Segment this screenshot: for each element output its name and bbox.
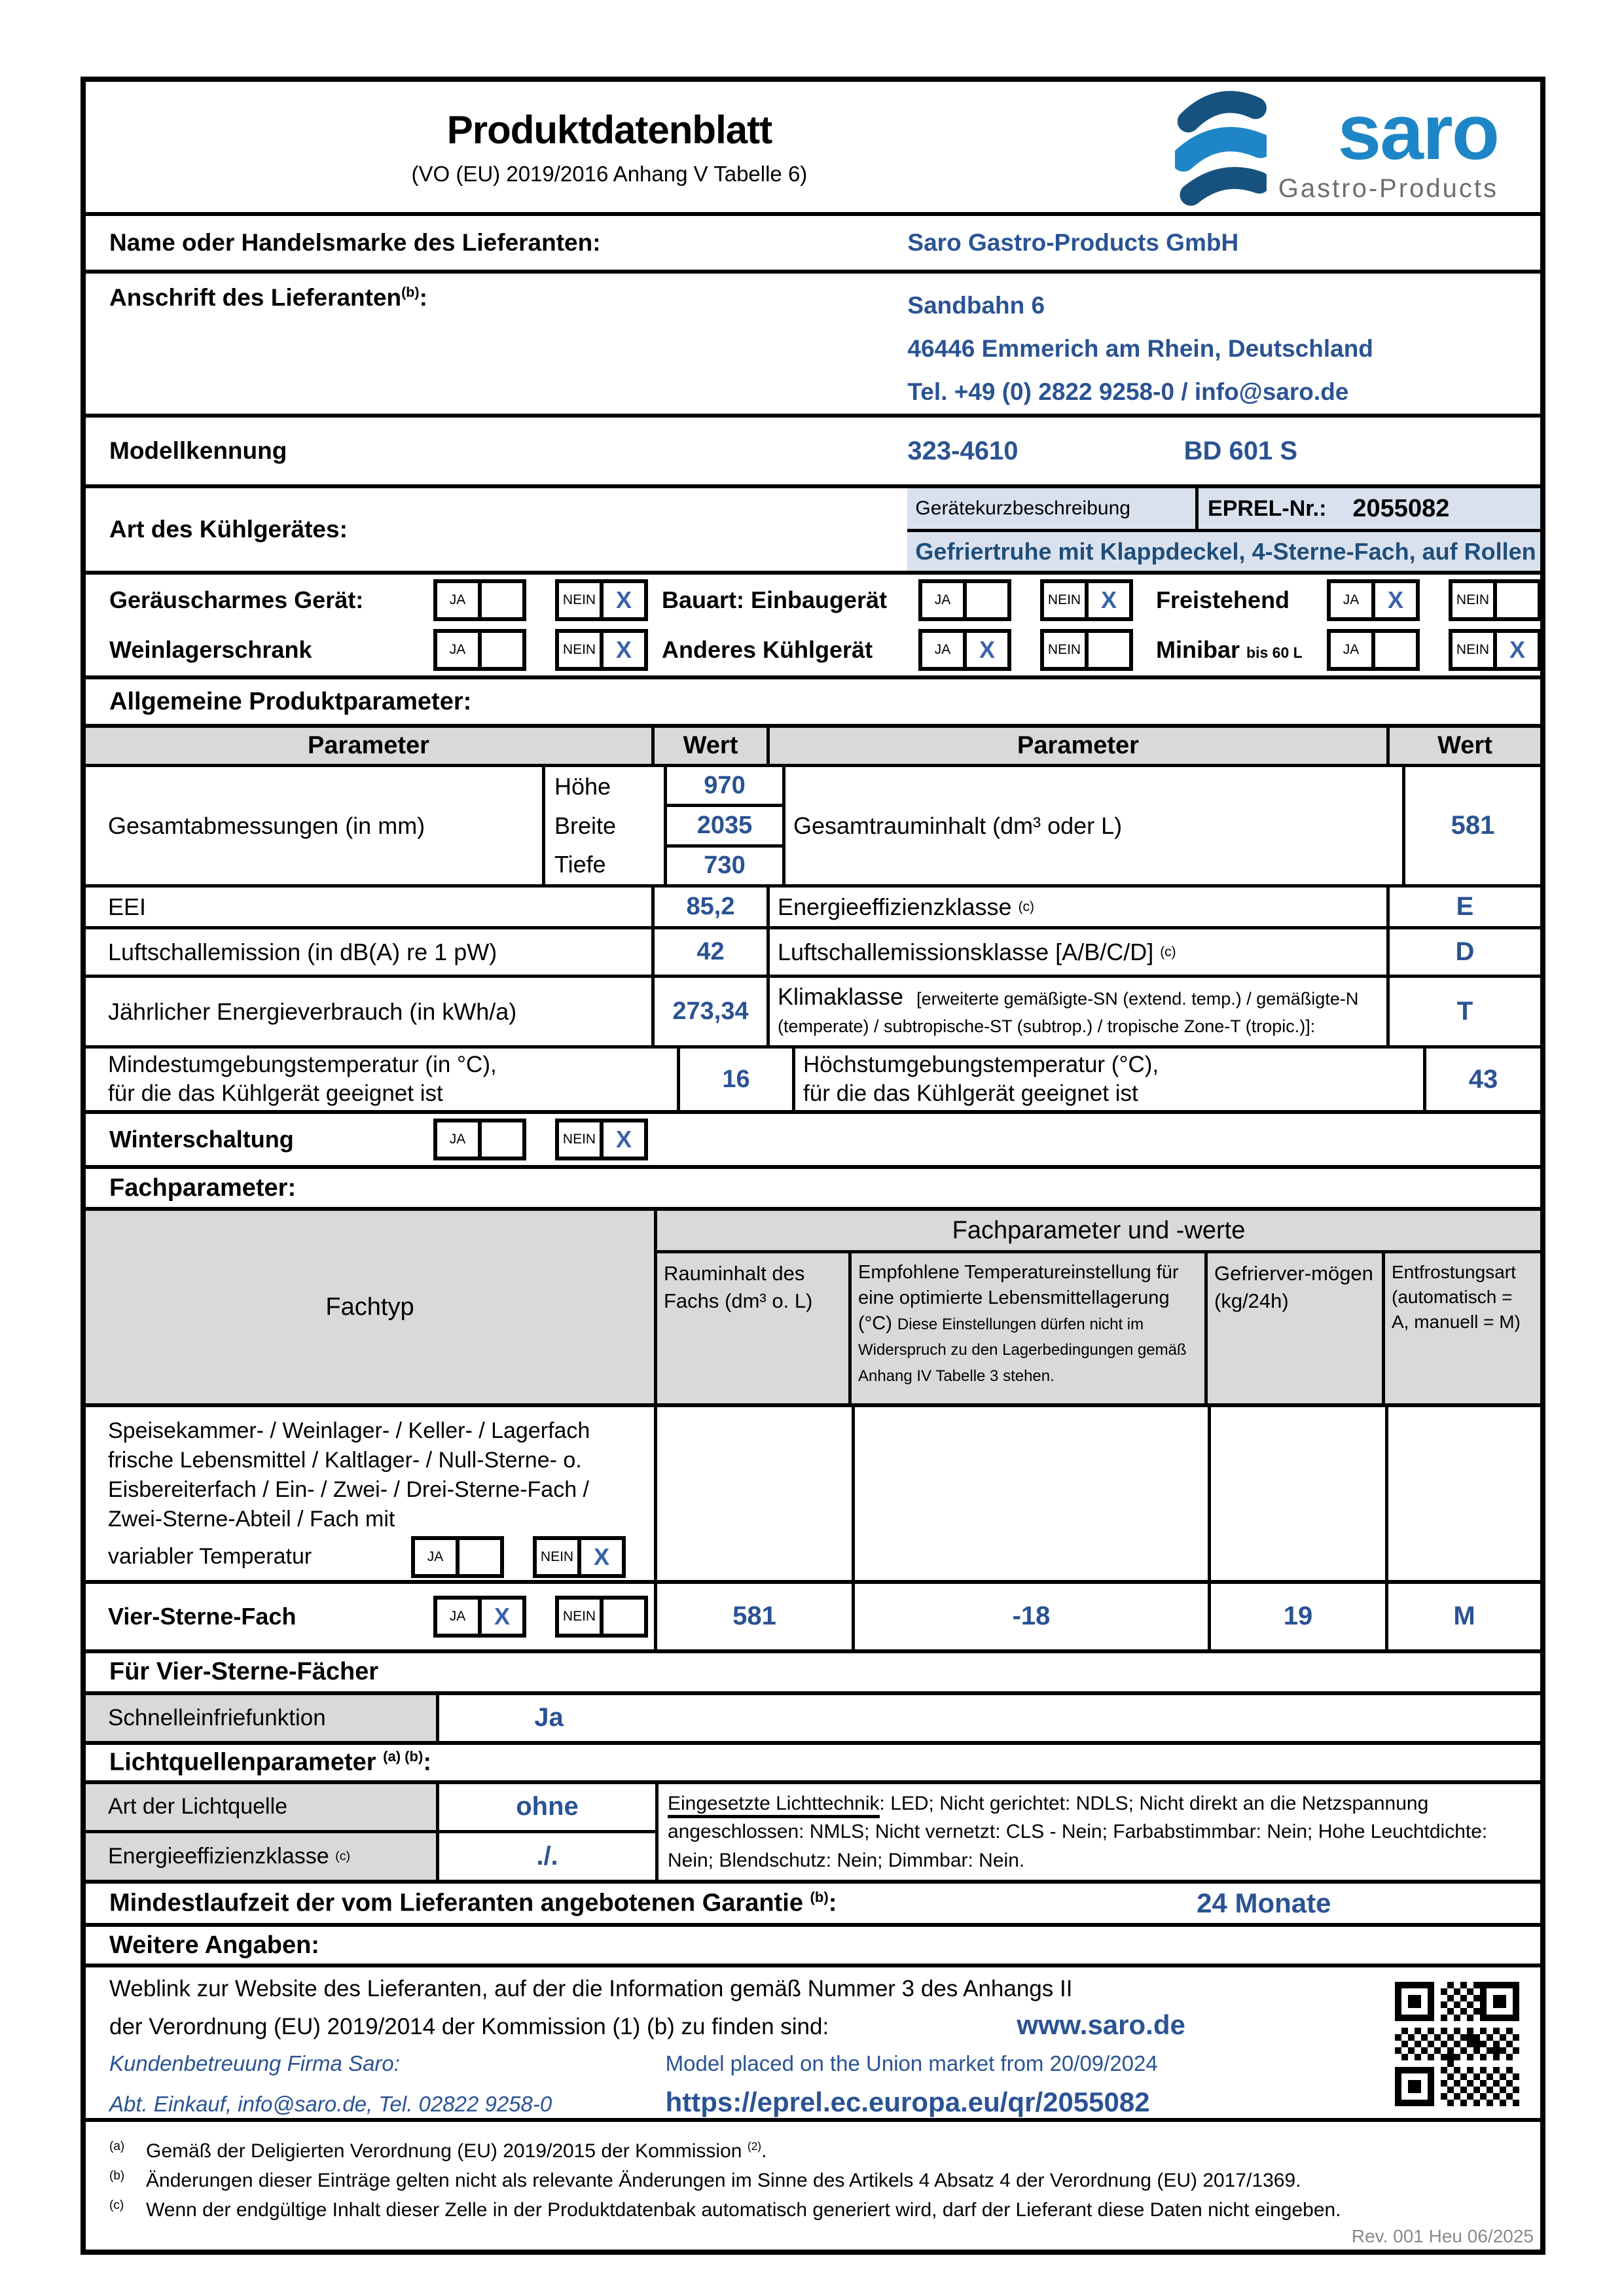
- quiet-device-label: Geräuscharmes Gerät:: [109, 586, 364, 613]
- device-type-label: Art des Kühlgerätes:: [109, 516, 348, 543]
- noise-label: Luftschallemission (in dB(A) re 1 pW): [86, 929, 655, 975]
- warranty-row: [86, 1884, 1540, 1927]
- eei-value: 85,2: [655, 888, 770, 926]
- dim-breite-value: 2035: [667, 807, 782, 847]
- checkbox-ja[interactable]: JA X: [918, 629, 1011, 671]
- four-star-freeze-capacity: 19: [1211, 1584, 1388, 1649]
- minibar-label: Minibar bis 60 L: [1156, 636, 1303, 663]
- variable-temp-line: variabler Temperatur JA NEIN X: [86, 1534, 654, 1580]
- fachtyp-header: Fachtyp: [86, 1211, 657, 1403]
- document-header: [86, 82, 1540, 216]
- checkbox-nein[interactable]: NEIN X: [1449, 629, 1542, 671]
- eprel-label: EPREL-Nr.:: [1208, 495, 1327, 521]
- col-temp-note: Diese Einstellungen dürfen nicht im Widerspruch zu den Lagerbedingungen gemäß Anhang IV Tabelle 3 stehen.: [858, 1316, 1187, 1385]
- wine-storage-label: Weinlagerschrank: [109, 636, 312, 663]
- dim-breite-label: Breite: [554, 812, 617, 839]
- supplier-name-label: Name oder Handelsmarke des Lieferanten:: [109, 229, 601, 256]
- model-row: [86, 418, 1540, 488]
- ambient-temp-row: [86, 1049, 1540, 1110]
- four-star-title-row: [86, 1653, 1540, 1695]
- minibar-small-label: bis 60 L: [1246, 644, 1303, 661]
- warranty-value: 24 Monate: [1197, 1888, 1331, 1918]
- device-type-top: [907, 488, 1540, 532]
- col-header-parameter-2: Parameter: [770, 728, 1390, 764]
- climate-class-value: T: [1456, 997, 1473, 1026]
- checkbox-nein[interactable]: NEIN: [1040, 629, 1133, 671]
- compartments-table-header: [86, 1211, 1540, 1407]
- checkbox-ja[interactable]: JA X: [433, 1596, 526, 1638]
- col-volume-header: Rauminhalt des Fachs (dm³ o. L): [657, 1253, 852, 1403]
- freestanding-checkboxes: [1327, 579, 1542, 621]
- checkbox-nein[interactable]: NEIN X: [533, 1536, 626, 1578]
- address-line: 46446 Emmerich am Rhein, Deutschland: [907, 335, 1373, 362]
- eprel-url-link[interactable]: https://eprel.ec.europa.eu/qr/2055082: [665, 2086, 1150, 2117]
- short-description-label: Gerätekurzbeschreibung: [907, 488, 1199, 529]
- checkbox-ja[interactable]: JA: [433, 579, 526, 621]
- general-params-table: [86, 728, 1540, 1114]
- weblink-line2: der Verordnung (EU) 2019/2014 der Kommission (1) (b) zu finden sind:: [109, 2013, 829, 2039]
- eei-label: EEI: [86, 888, 655, 926]
- support-line-2: Abt. Einkauf, info@saro.de, Tel. 02822 9258-0: [109, 2091, 552, 2116]
- saro-logo-text: [1278, 88, 1499, 203]
- col-header-wert-2: Wert: [1437, 732, 1492, 759]
- address-line: Tel. +49 (0) 2822 9258-0 / info@saro.de: [907, 378, 1349, 405]
- more-info-title-row: [86, 1927, 1540, 1967]
- supplier-address-row: [86, 274, 1540, 418]
- support-row-1: [109, 2051, 1373, 2076]
- four-star-label: Vier-Sterne-Fach: [108, 1602, 297, 1630]
- noise-class-label: Luftschallemissionsklasse [A/B/C/D] (c): [770, 929, 1390, 975]
- fach-subheaders: [657, 1253, 1540, 1403]
- max-temp-value: 43: [1468, 1064, 1498, 1094]
- footnote-b-marker: (b): [109, 2168, 125, 2183]
- supplier-name-row: [86, 216, 1540, 274]
- four-star-checkboxes: [433, 1596, 648, 1638]
- checkbox-ja[interactable]: JA: [411, 1536, 504, 1578]
- document-frame: [81, 77, 1545, 2255]
- saro-logo: [1133, 85, 1540, 209]
- device-type-box: [907, 488, 1540, 571]
- footnotes-section: [86, 2122, 1540, 2250]
- quick-freeze-label: Schnelleinfriefunktion: [86, 1695, 439, 1741]
- checkbox-ja[interactable]: JA: [433, 1119, 526, 1160]
- checkbox-ja[interactable]: JA: [918, 579, 1011, 621]
- brand-name: saro: [1337, 88, 1499, 176]
- weblink-line1: Weblink zur Website des Lieferanten, auf der die Information gemäß Nummer 3 des Anhangs II: [109, 1976, 1073, 2001]
- qr-code: [1373, 1967, 1540, 2118]
- light-class-row: [86, 1833, 659, 1880]
- other-compartments-checkboxes: [411, 1536, 626, 1578]
- light-class-label: Energieeffizienzklasse (c): [86, 1833, 439, 1880]
- title-block: [86, 107, 1133, 187]
- checkbox-nein[interactable]: NEIN: [1449, 579, 1542, 621]
- footnote-c-marker: (c): [109, 2198, 124, 2212]
- minibar-checkboxes: [1327, 629, 1542, 671]
- weblink-line2-row: [109, 2009, 1373, 2041]
- energy-row: [86, 978, 1540, 1049]
- eei-row: [86, 888, 1540, 929]
- light-tech-text: Eingesetzte Lichttechnik: LED; Nicht gerichtet: NDLS; Nicht direkt an die Netzspannung angeschlossen: NMLS; Nicht vernetzt: CLS - Nein; Farbabstimmbar: Nein; Hohe Leuchtdichte: Nein; Blendschutz: Nein; Dimmbar: Nein.: [668, 1792, 1488, 1871]
- revision-stamp: Rev. 001 Heu 06/2025: [1351, 2226, 1534, 2246]
- compartments-title-row: [86, 1169, 1540, 1211]
- table-header-row: [86, 728, 1540, 767]
- light-title-row: [86, 1745, 1540, 1784]
- empty-cell: [855, 1407, 1211, 1580]
- footnote-ref-ab: (a) (b): [383, 1748, 424, 1765]
- other-device-checkboxes: [918, 629, 1133, 671]
- footnote-c: (c) Wenn der endgültige Inhalt dieser Zelle in der Produktdatenbak automatisch generiert wird, darf der Lieferant diese Daten nicht eingeben.: [109, 2195, 1517, 2225]
- quick-freeze-value: Ja: [534, 1703, 564, 1732]
- supplier-name-value: Saro Gastro-Products GmbH: [907, 229, 1239, 256]
- dimensions-label: Gesamtabmessungen (in mm): [86, 767, 545, 884]
- footnote-ref-c: (c): [1018, 899, 1034, 914]
- col-defrost-header: Entfrostungsart (automatisch = A, manuell = M): [1392, 1262, 1521, 1332]
- four-star-defrost-type: M: [1453, 1602, 1475, 1630]
- empty-cell: [657, 1407, 855, 1580]
- empty-cell: [1211, 1407, 1388, 1580]
- compartments-title: Fachparameter:: [109, 1174, 297, 1202]
- footnote-ref-c: (c): [1160, 944, 1176, 960]
- four-star-compartment-cell: [86, 1584, 657, 1649]
- checkbox-nein[interactable]: NEIN X: [555, 629, 648, 671]
- noise-value: 42: [655, 929, 770, 975]
- weblink-section: [86, 1967, 1540, 2122]
- quick-freeze-row: [86, 1695, 1540, 1745]
- page-title: Produktdatenblatt: [446, 108, 772, 152]
- freestanding-label: Freistehend: [1156, 586, 1290, 613]
- light-source-row: [86, 1784, 659, 1834]
- wine-storage-checkboxes: [433, 629, 648, 671]
- compartment-row-four-star: [86, 1584, 1540, 1653]
- four-star-volume: 581: [657, 1584, 855, 1649]
- supplier-address-label: Anschrift des Lieferanten$^{(b)}$:: [109, 284, 427, 311]
- min-temp-value: 16: [680, 1049, 795, 1110]
- eprel-cell: [1199, 488, 1540, 529]
- light-params-section: [86, 1784, 1540, 1884]
- light-source-label: Art der Lichtquelle: [86, 1784, 439, 1831]
- quiet-device-checkboxes: [433, 579, 648, 621]
- market-placement-line: Model placed on the Union market from 20/09/2024: [665, 2051, 1158, 2075]
- device-description: Gefriertruhe mit Klappdeckel, 4-Sterne-Fach, auf Rollen: [915, 537, 1536, 565]
- dim-hoehe-label: Höhe: [554, 772, 611, 800]
- builtin-label: Bauart: Einbaugerät: [662, 586, 888, 613]
- model-label: Modellkennung: [109, 437, 287, 464]
- efficiency-class-label: Energieeffizienzklasse (c): [770, 888, 1390, 926]
- compartments-header-grid: [86, 1211, 1540, 1403]
- col-freeze-header: Gefrierver-mögen (kg/24h): [1208, 1253, 1385, 1403]
- noise-class-value: D: [1455, 937, 1475, 966]
- energy-value: 273,34: [655, 978, 770, 1045]
- empty-cell: [1388, 1407, 1540, 1580]
- light-section-title: Lichtquellenparameter $^{(a) (b)}$:: [109, 1748, 431, 1776]
- page-subtitle: (VO (EU) 2019/2016 Anhang V Tabelle 6): [411, 162, 808, 186]
- light-tech-underlined: Eingesetzte Lichttechnik: [668, 1793, 880, 1818]
- compartment-row-other: [86, 1407, 1540, 1584]
- builtin-checkboxes: [918, 579, 1133, 621]
- winter-switch-row: [86, 1114, 1540, 1169]
- other-compartments-label: Speisekammer- / Weinlager- / Keller- / Lagerfach frische Lebensmittel / Kaltlager- / Null-Sterne- o. Eisbereiterfach / Ein- / Zwei- / Drei-Sterne-Fach / Zwei-Sterne-Abteil / Fach mit variabler Temperatur JA NEIN X: [86, 1407, 657, 1580]
- checkbox-nein[interactable]: NEIN X: [555, 1119, 648, 1160]
- footnote-b: (b) Änderungen dieser Einträge gelten nicht als relevante Änderungen im Sinne des Artikels 4 Absatz 4 der Verordnung (EU) 2017/1369.: [109, 2166, 1517, 2195]
- four-star-temp: -18: [855, 1584, 1211, 1649]
- noise-row: [86, 929, 1540, 978]
- general-params-title: Allgemeine Produktparameter:: [109, 687, 472, 715]
- eprel-number: 2055082: [1352, 494, 1450, 522]
- dimensions-row: [86, 767, 1540, 888]
- checkbox-nein[interactable]: NEIN X: [1040, 579, 1133, 621]
- dim-tiefe-value: 730: [704, 852, 746, 880]
- flags-row-2: [86, 630, 1540, 670]
- footnote-ref-b: (b): [401, 284, 420, 300]
- climate-class-detail: [erweiterte gemäßigte-SN (extend. temp.) / gemäßigte-N (temperate) / subtropische-ST (subtrop.) / tropische Zone-T (tropic.)]:: [778, 989, 1359, 1036]
- checkbox-ja[interactable]: JA: [433, 629, 526, 671]
- light-source-value: ohne: [439, 1784, 659, 1831]
- footnote-ref-b: (b): [810, 1889, 829, 1906]
- dim-hoehe-value: 970: [667, 767, 782, 807]
- device-flags-section: [86, 575, 1540, 679]
- checkbox-ja[interactable]: JA X: [1327, 579, 1420, 621]
- footnote-a-marker: (a): [109, 2139, 125, 2153]
- checkbox-nein[interactable]: NEIN X: [555, 579, 648, 621]
- winter-switch: [86, 1114, 1540, 1165]
- footnote-a: (a) Gemäß der Deligierten Verordnung (EU) 2019/2015 der Kommission $^{(2)}$.: [109, 2136, 1517, 2166]
- four-star-section-title: Für Vier-Sterne-Fächer: [109, 1658, 379, 1685]
- footnote-ref-c: (c): [335, 1849, 351, 1864]
- warranty-label: Mindestlaufzeit der vom Lieferanten angebotenen Garantie $^{(b)}$:: [109, 1889, 837, 1917]
- dimension-values: [667, 767, 785, 884]
- dim-tiefe-label: Tiefe: [554, 851, 606, 878]
- max-temp-label: Höchstumgebungstemperatur (°C), für die das Kühlgerät geeignet ist: [795, 1049, 1426, 1110]
- light-left-col: [86, 1784, 659, 1880]
- model-name: BD 601 S: [1183, 436, 1298, 465]
- col-temp-header: Empfohlene Temperatureinstellung für eine optimierte Lebensmittellagerung (°C) Diese Einstellungen dürfen nicht im Widerspruch zu den Lagerbedingungen gemäß Anhang IV Tabelle 3 stehen.: [852, 1253, 1208, 1403]
- col-header-wert: Wert: [655, 728, 770, 764]
- light-grid: [86, 1784, 1540, 1880]
- checkbox-ja[interactable]: JA: [1327, 629, 1420, 671]
- address-line: Sandbahn 6: [907, 292, 1045, 319]
- light-class-value: ./.: [439, 1833, 659, 1880]
- supplier-address-value: [907, 284, 1540, 414]
- climate-class-label: Klimaklasse [erweiterte gemäßigte-SN (extend. temp.) / gemäßigte-N (temperate) / subtropische-ST (subtrop.) / tropische Zone-T (tropic.)]:: [770, 978, 1390, 1045]
- device-type-row: [86, 488, 1540, 575]
- efficiency-class-value: E: [1456, 892, 1474, 921]
- fach-values-header: [657, 1211, 1540, 1403]
- winter-switch-checkboxes: [433, 1119, 648, 1160]
- energy-label: Jährlicher Energieverbrauch (in kWh/a): [86, 978, 655, 1045]
- support-row-2: [109, 2087, 1373, 2118]
- volume-label: Gesamtrauminhalt (dm³ oder L): [785, 767, 1405, 884]
- other-device-label: Anderes Kühlgerät: [662, 636, 873, 663]
- saro-logo-icon: [1175, 85, 1267, 209]
- winter-switch-label: Winterschaltung: [109, 1126, 294, 1153]
- volume-value: 581: [1451, 811, 1495, 840]
- dimension-keys: [545, 767, 667, 884]
- support-line-1: Kundenbetreuung Firma Saro:: [109, 2051, 400, 2075]
- brand-tagline: Gastro-Products: [1278, 173, 1499, 203]
- min-temp-label: Mindestumgebungstemperatur (in °C), für die das Kühlgerät geeignet ist: [86, 1049, 680, 1110]
- fach-span-header: Fachparameter und -werte: [657, 1211, 1540, 1253]
- checkbox-nein[interactable]: NEIN: [555, 1596, 648, 1638]
- col-header-parameter: Parameter: [86, 728, 655, 764]
- general-params-title-row: [86, 679, 1540, 728]
- flags-row-1: [86, 580, 1540, 620]
- supplier-website-link[interactable]: www.saro.de: [1017, 2009, 1185, 2040]
- more-info-title: Weitere Angaben:: [109, 1931, 319, 1959]
- model-number: 323-4610: [907, 436, 1019, 465]
- weblink-text-col: [86, 1967, 1373, 2118]
